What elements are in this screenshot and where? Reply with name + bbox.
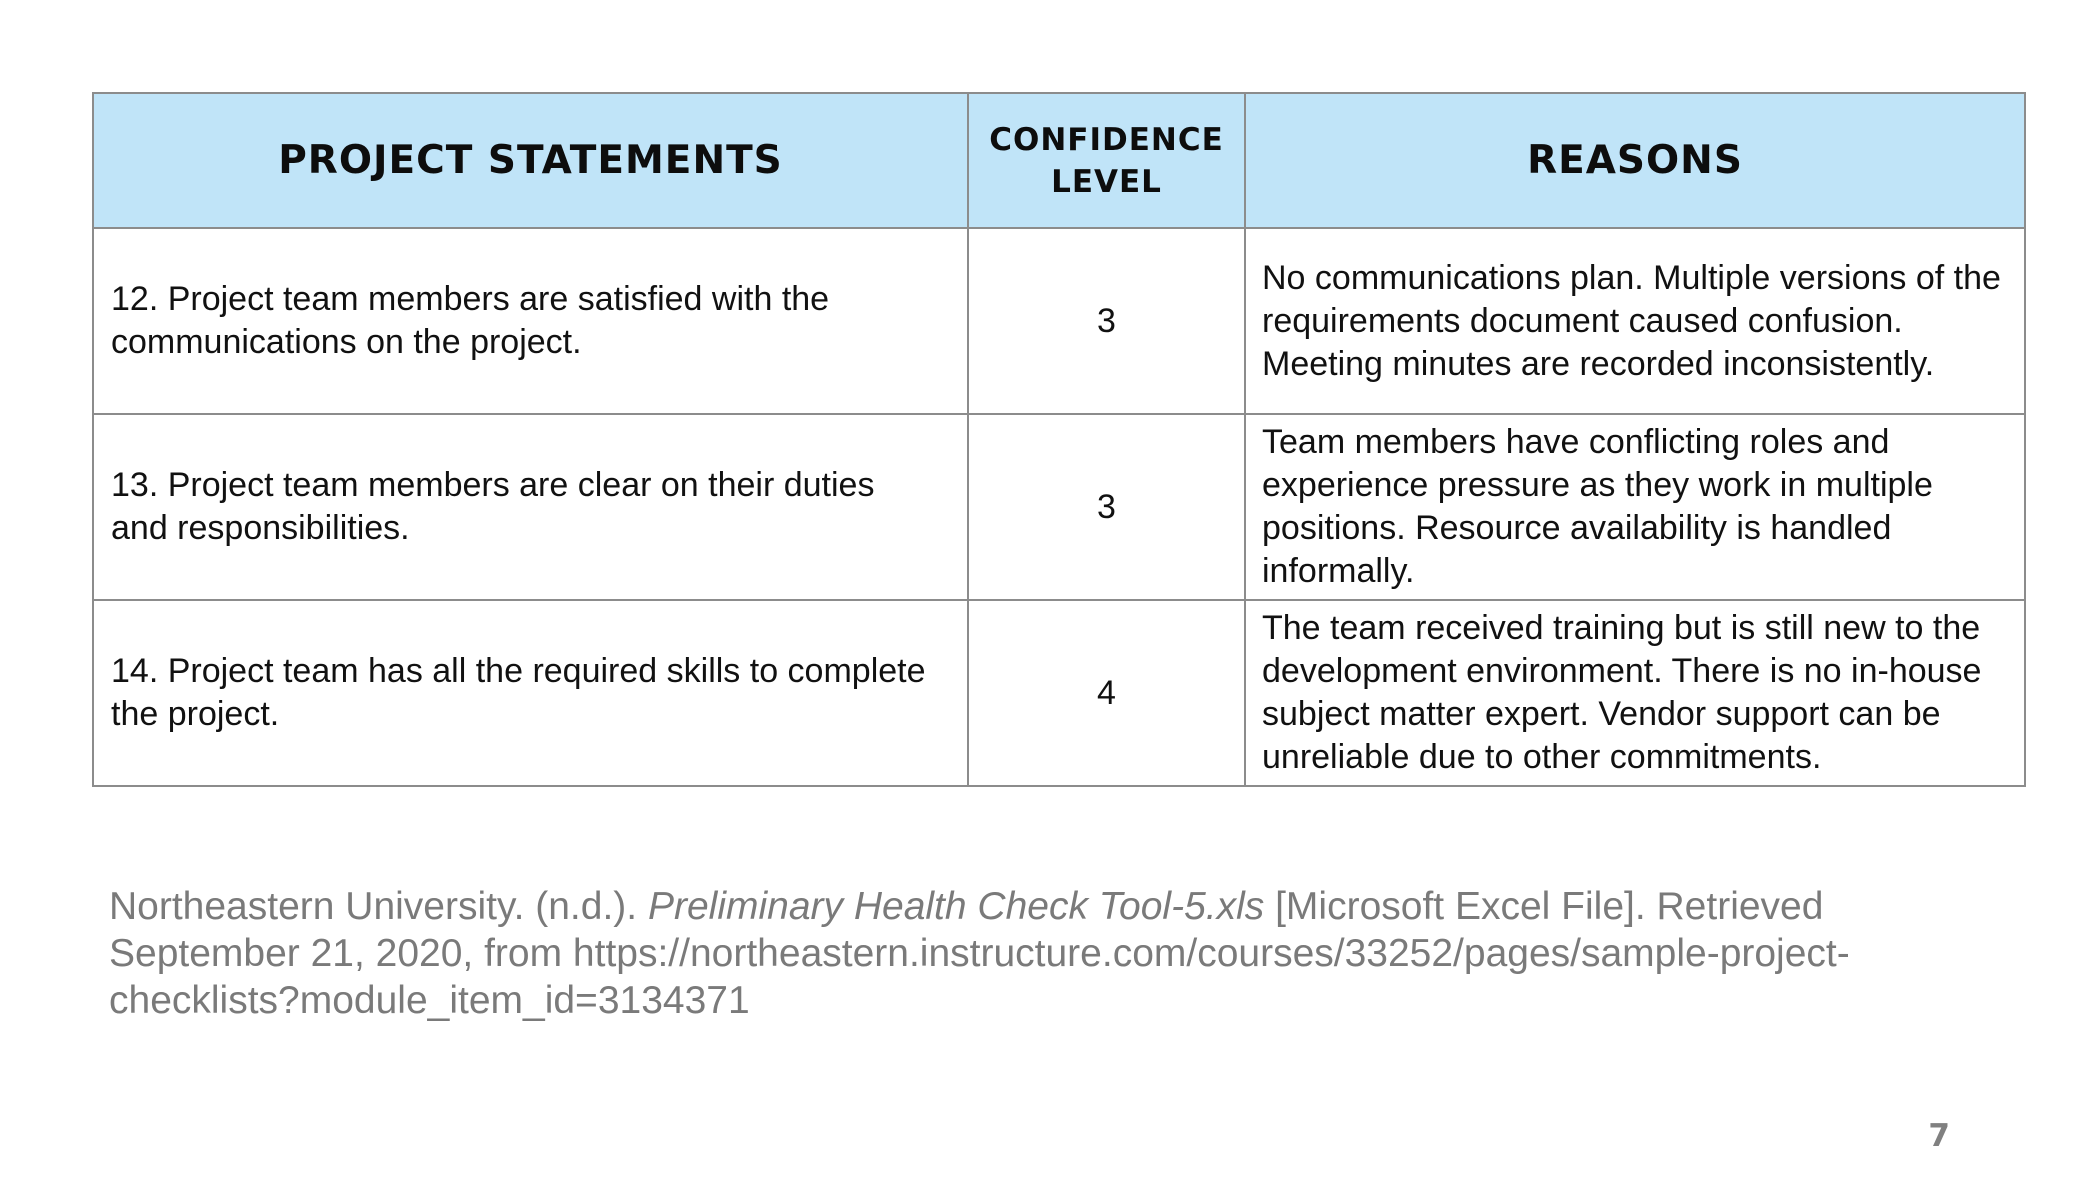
table-row — [93, 600, 2025, 786]
health-check-table-container — [92, 92, 2024, 787]
table-row — [93, 414, 2025, 600]
page-number: 7 — [1928, 1118, 1950, 1154]
citation-prefix: Northeastern University. (n.d.). — [109, 885, 648, 928]
header-row — [93, 93, 2025, 228]
header-project-statements: PROJECT STATEMENTS — [93, 93, 968, 228]
header-confidence-line1: CONFIDENCE — [989, 121, 1224, 158]
confidence-level-cell: 4 — [968, 600, 1245, 786]
reason-cell: No communications plan. Multiple versions of the requirements document caused confusion. Meeting minutes are recorded inconsistently. — [1245, 228, 2025, 414]
header-confidence-line2: LEVEL — [1051, 163, 1162, 200]
health-check-table — [92, 92, 2026, 787]
confidence-level-cell: 3 — [968, 228, 1245, 414]
table-header — [93, 93, 2025, 228]
header-confidence-level — [968, 93, 1245, 228]
header-reasons: REASONS — [1245, 93, 2025, 228]
statement-cell: 12. Project team members are satisfied with the communications on the project. — [93, 228, 968, 414]
citation-reference — [109, 883, 1989, 1024]
reason-cell: The team received training but is still new to the development environment. There is no in-house subject matter expert. Vendor support can be unreliable due to other commitments. — [1245, 600, 2025, 786]
citation-suffix: [Microsoft Excel File]. Retrieved September 21, 2020, from https://northeastern.instructure.com/courses/33252/pages/sample-project-checklists?module_item_id=3134371 — [109, 885, 1850, 1022]
statement-cell: 14. Project team has all the required skills to complete the project. — [93, 600, 968, 786]
table-body — [93, 228, 2025, 786]
statement-cell: 13. Project team members are clear on their duties and responsibilities. — [93, 414, 968, 600]
reason-cell: Team members have conflicting roles and experience pressure as they work in multiple positions. Resource availability is handled informally. — [1245, 414, 2025, 600]
citation-title: Preliminary Health Check Tool-5.xls — [647, 885, 1265, 928]
confidence-level-cell: 3 — [968, 414, 1245, 600]
table-row — [93, 228, 2025, 414]
